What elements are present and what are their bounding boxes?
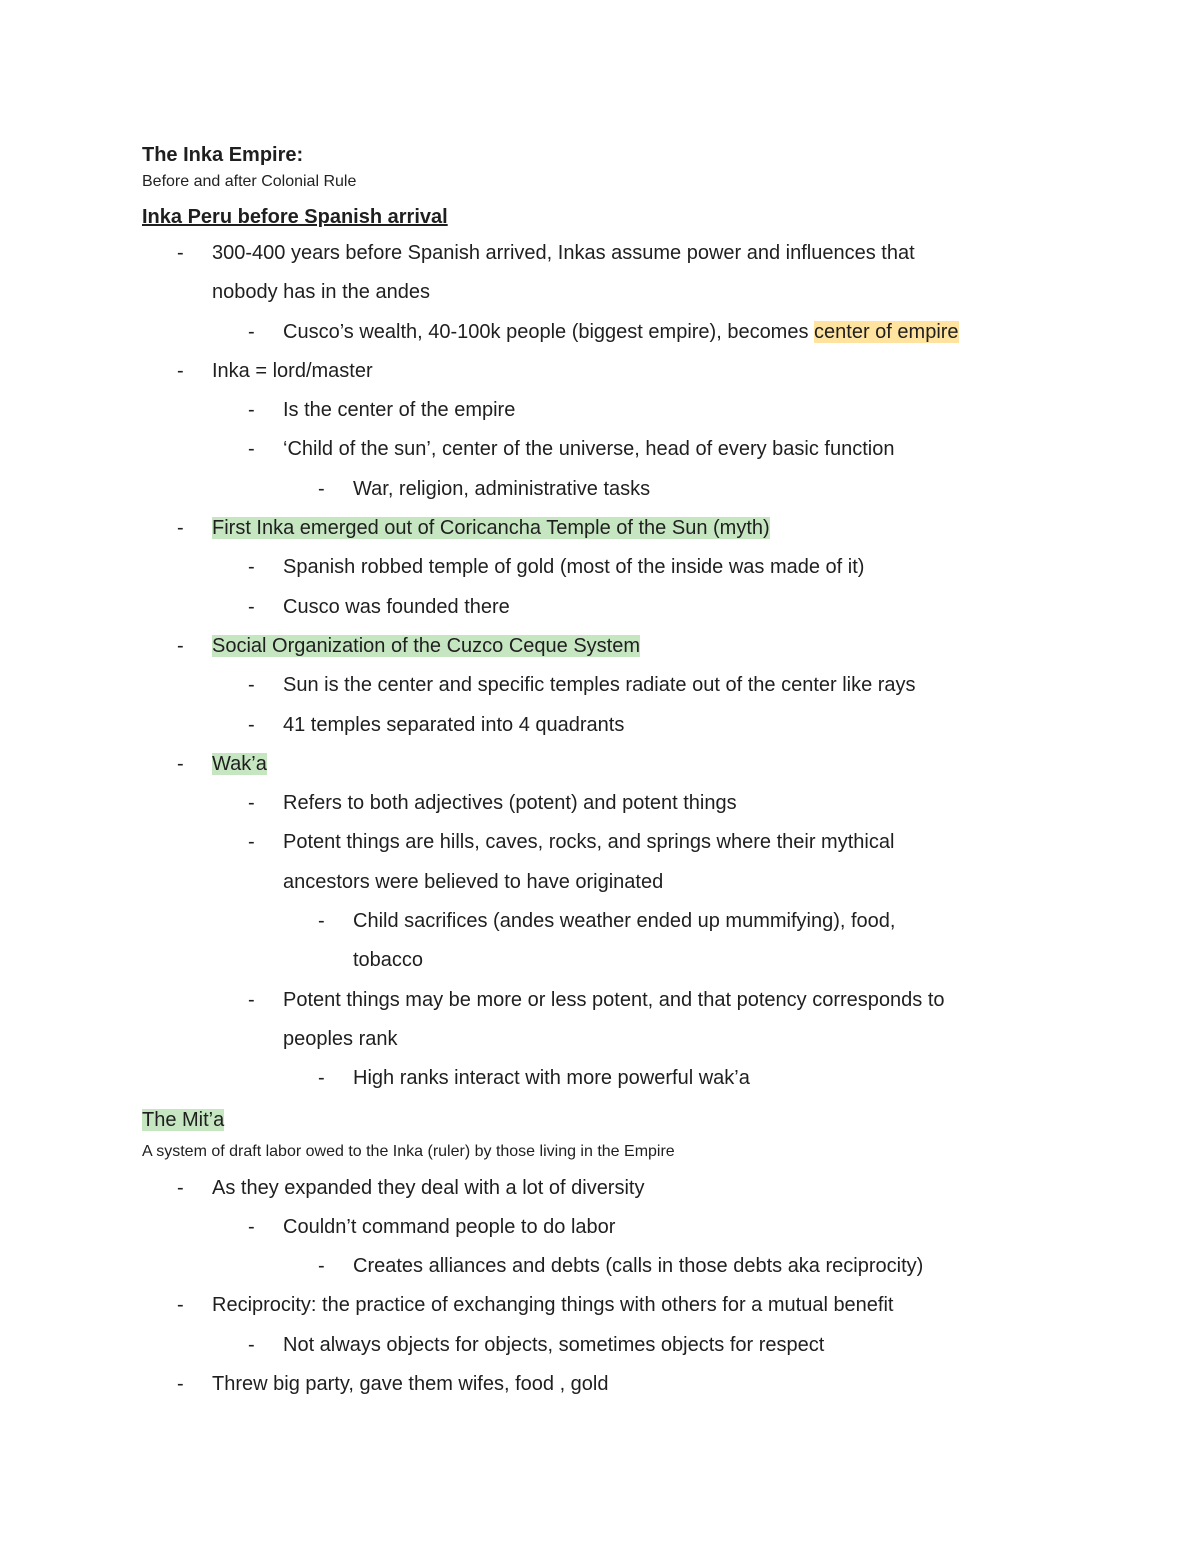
dash-marker: - <box>177 359 184 382</box>
bullet-continuation: nobody has in the andes <box>212 281 430 304</box>
bullet-l1 <box>142 627 1082 666</box>
bullet-text: Not always objects for objects, sometimes objects for respect <box>283 1333 825 1356</box>
bullet-text: Couldn’t command people to do labor <box>283 1215 616 1238</box>
bullet-l2 <box>142 391 1082 430</box>
dash-marker: - <box>248 792 255 815</box>
dash-marker: - <box>318 477 325 500</box>
bullet-text: Inka = lord/master <box>212 359 373 382</box>
bullet-l2 <box>142 981 1082 1020</box>
section-heading-mita <box>142 1103 1082 1137</box>
dash-marker: - <box>177 1373 184 1396</box>
bullet-l1 <box>142 234 1082 273</box>
bullet-text: Refers to both adjectives (potent) and potent things <box>283 792 737 815</box>
section-heading-inka-peru: Inka Peru before Spanish arrival <box>142 206 448 228</box>
dash-marker: - <box>248 674 255 697</box>
dash-marker: - <box>248 556 255 579</box>
bullet-text: Threw big party, gave them wifes, food , gold <box>212 1373 609 1396</box>
bullet-continuation: ancestors were believed to have originated <box>283 870 664 893</box>
dash-marker: - <box>177 634 184 657</box>
dash-marker: - <box>177 1176 184 1199</box>
dash-marker: - <box>318 1255 325 1278</box>
bullet-text: 41 temples separated into 4 quadrants <box>283 713 625 736</box>
bullet-text: Potent things may be more or less potent, and that potency corresponds to <box>283 988 945 1011</box>
highlighted-text: Wak’a <box>212 752 267 775</box>
bullet-l2 <box>142 706 1082 745</box>
term-label: Reciprocity: <box>212 1294 317 1317</box>
bullet-text: High ranks interact with more powerful wak’a <box>353 1067 750 1090</box>
dash-marker: - <box>248 1215 255 1238</box>
bullet-continuation: tobacco <box>353 949 424 972</box>
section-description: A system of draft labor owed to the Inka (ruler) by those living in the Empire <box>142 1142 675 1160</box>
bullet-text: 300-400 years before Spanish arrived, Inkas assume power and influences that <box>212 242 915 264</box>
bullet-text: War, religion, administrative tasks <box>353 477 651 500</box>
highlighted-text: First Inka emerged out of Coricancha Temple of the Sun (myth) <box>212 517 770 540</box>
bullet-text: Creates alliances and debts (calls in those debts aka reciprocity) <box>353 1255 924 1278</box>
bullet-l1 <box>142 352 1082 391</box>
document-subtitle: Before and after Colonial Rule <box>142 173 357 190</box>
bullet-l2 <box>142 1208 1082 1247</box>
bullet-l3 <box>142 1059 1082 1098</box>
bullet-l1 <box>142 1365 1082 1404</box>
highlighted-text: center of empire <box>814 320 959 343</box>
bullet-l1 <box>142 745 1082 784</box>
dash-marker: - <box>248 438 255 461</box>
dash-marker: - <box>248 831 255 854</box>
bullet-l2 <box>142 430 1082 469</box>
dash-marker: - <box>177 1294 184 1317</box>
bullet-l2 <box>142 784 1082 823</box>
bullet-text: Potent things are hills, caves, rocks, and springs where their mythical <box>283 831 895 854</box>
bullet-l1 <box>142 1169 1082 1208</box>
bullet-text: Is the center of the empire <box>283 399 516 422</box>
bullet-l1 <box>142 509 1082 548</box>
bullet-l2 <box>142 666 1082 705</box>
document-title: The Inka Empire: <box>142 144 304 166</box>
dash-marker: - <box>177 517 184 540</box>
highlighted-text: Social Organization of the Cuzco Ceque System <box>212 634 640 657</box>
bullet-l3 <box>142 902 1082 941</box>
bullet-text: Spanish robbed temple of gold (most of the inside was made of it) <box>283 556 865 579</box>
bullet-l2 <box>142 313 1082 352</box>
bullet-text: As they expanded they deal with a lot of diversity <box>212 1176 645 1199</box>
bullet-text: Sun is the center and specific temples radiate out of the center like rays <box>283 674 916 697</box>
bullet-l1 <box>142 1286 1082 1325</box>
dash-marker: - <box>248 713 255 736</box>
dash-marker: - <box>248 595 255 618</box>
bullet-text: ‘Child of the sun’, center of the universe, head of every basic function <box>283 438 895 461</box>
dash-marker: - <box>248 399 255 422</box>
bullet-l3 <box>142 1247 1082 1286</box>
bullet-l2 <box>142 588 1082 627</box>
dash-marker: - <box>177 242 184 264</box>
dash-marker: - <box>318 910 325 933</box>
bullet-l2 <box>142 823 1082 862</box>
bullet-l3 <box>142 470 1082 509</box>
bullet-continuation: peoples rank <box>283 1027 398 1050</box>
highlighted-text: The Mit’a <box>142 1108 225 1131</box>
document-page <box>142 140 1082 1404</box>
bullet-l2 <box>142 1326 1082 1365</box>
dash-marker: - <box>248 1333 255 1356</box>
bullet-l2 <box>142 548 1082 587</box>
bullet-text: Cusco’s wealth, 40-100k people (biggest empire), becomes <box>283 320 815 343</box>
bullet-text: the practice of exchanging things with others for a mutual benefit <box>316 1294 894 1317</box>
dash-marker: - <box>248 320 255 343</box>
dash-marker: - <box>318 1067 325 1090</box>
bullet-text: Cusco was founded there <box>283 595 510 618</box>
dash-marker: - <box>248 988 255 1011</box>
dash-marker: - <box>177 752 184 775</box>
bullet-text: Child sacrifices (andes weather ended up mummifying), food, <box>353 910 896 933</box>
